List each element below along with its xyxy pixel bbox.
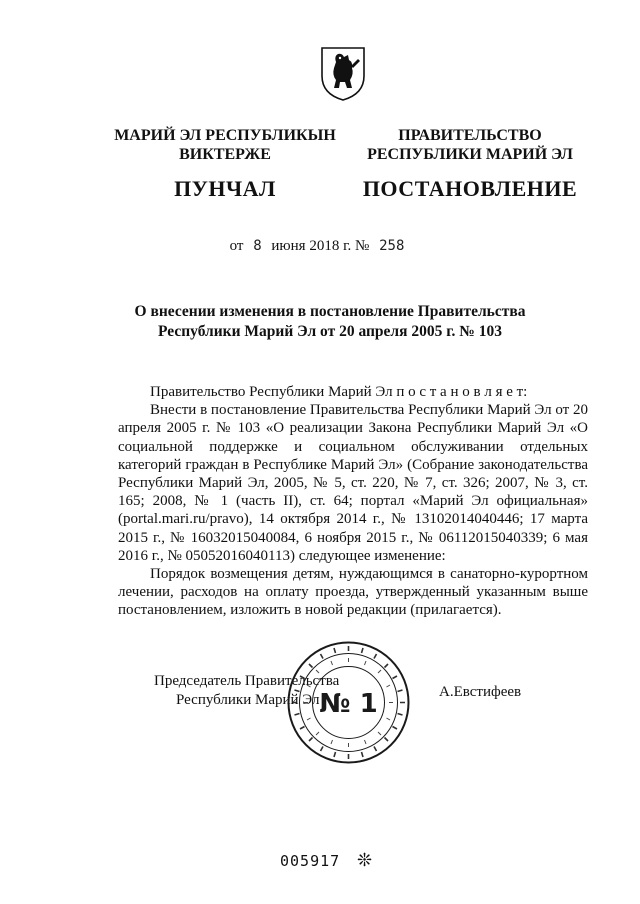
body-paragraph-2: Внести в постановление Правительства Республики Марий Эл от 20 апреля 2005 г. № 103 «О реализации Закона Республики Марий Эл «О социальной поддержке и социальном обслуживании отдельных категорий граждан в Республике Марий Эл» (Собрание законодательства Республики Марий Эл, 2005, № 5, ст. 220, № 7, ст. 326; 2007, № 3, ст. 165; 2008, № 1 (часть II), ст. 64; портал «Марий Эл официальная» (portal.mari.ru/pravo), 14 октября 2014 г., № 13102014040446; 17 марта 2015 г., № 16032015040084, 6 ноября 2015 г., № 06112015040339; 6 мая 2016 г., № 05052016040113) следующее изменение:	[118, 402, 588, 564]
official-seal-stamp	[286, 640, 411, 765]
footer-mark: ❊	[357, 850, 373, 870]
body-paragraph-1: Правительство Республики Марий Эл п о с т а н о в л я е т:	[150, 384, 528, 400]
seal-center-number: № 1	[319, 689, 378, 719]
signature-name: А.Евстифеев	[439, 684, 522, 700]
subject-line2: Республики Марий Эл от 20 апреля 2005 г. № 103	[158, 323, 502, 340]
signature-title-line2: Республики Марий Эл	[176, 692, 320, 708]
header-right	[340, 126, 600, 202]
body-paragraph-3: Порядок возмещения детям, нуждающимся в санаторно-курортном лечении, расходов на оплату проезда, утвержденный указанным выше постановлением, изложить в новой редакции (прилагается).	[118, 566, 588, 619]
date-prefix: от	[229, 238, 244, 254]
header-right-line2: РЕСПУБЛИКИ МАРИЙ ЭЛ	[367, 146, 573, 163]
document-number: 258	[379, 238, 405, 254]
header-left-title: ПУНЧАЛ	[174, 176, 276, 201]
coat-of-arms-icon	[318, 42, 368, 102]
header-left-line1: МАРИЙ ЭЛ РЕСПУБЛИКЫН	[114, 127, 336, 144]
date-line	[0, 238, 640, 255]
date-day: 8	[253, 238, 262, 254]
header-left	[100, 126, 350, 202]
serial-number: 005917	[280, 852, 341, 870]
header-right-line1: ПРАВИТЕЛЬСТВО	[398, 127, 542, 144]
document-body	[118, 383, 588, 620]
subject-line1: О внесении изменения в постановление Правительства	[134, 303, 526, 320]
signature-title-line1: Председатель Правительства	[154, 673, 340, 689]
header-left-line2: ВИКТЕРЖЕ	[179, 146, 271, 163]
date-month-year: июня 2018 г. №	[271, 238, 370, 254]
document-subject	[120, 302, 540, 342]
header-right-title: ПОСТАНОВЛЕНИЕ	[362, 176, 578, 201]
